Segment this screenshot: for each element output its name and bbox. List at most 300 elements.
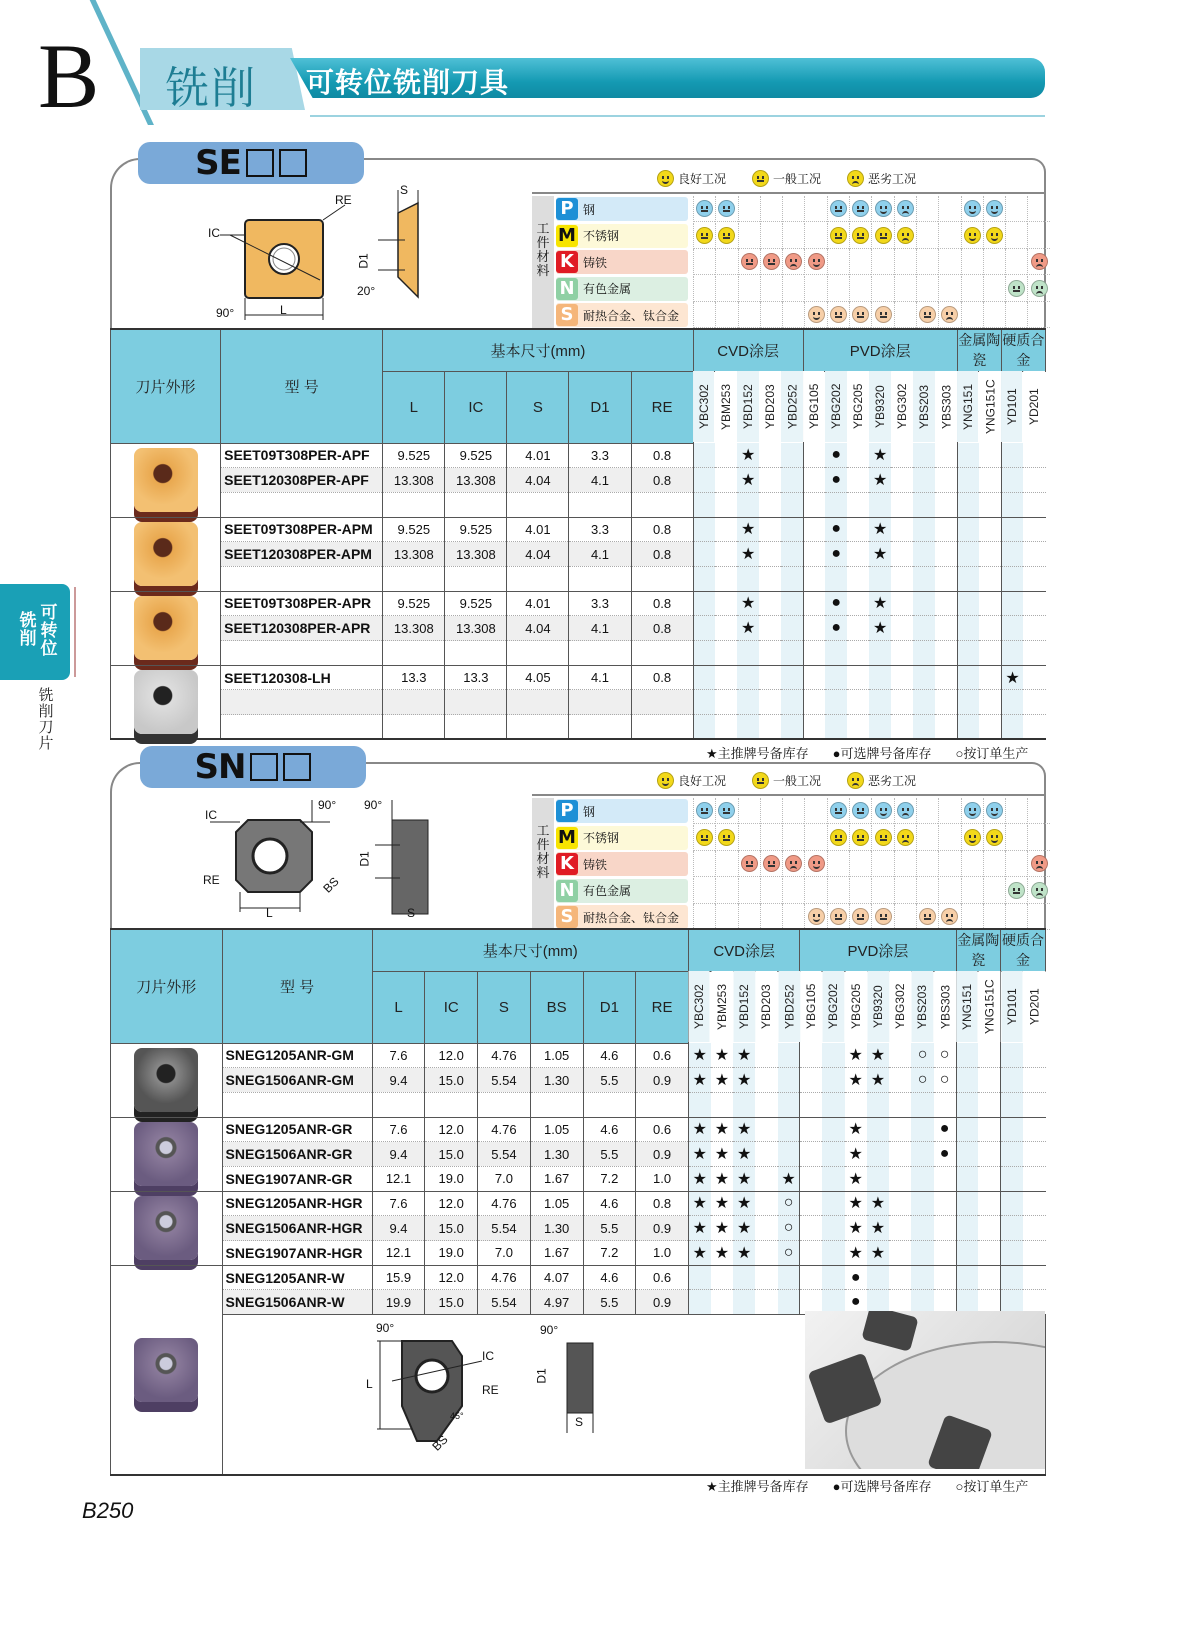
grade-cell bbox=[935, 517, 957, 542]
model-number bbox=[221, 641, 383, 666]
suitability-cell bbox=[715, 223, 737, 249]
table-row bbox=[111, 591, 1046, 616]
header-cvd: CVD涂层 bbox=[693, 329, 803, 371]
normal-face-icon bbox=[718, 829, 735, 846]
grade-yb9320: YB9320 bbox=[869, 371, 891, 443]
suitability-cell bbox=[894, 249, 916, 275]
grade-cell bbox=[1023, 1265, 1046, 1290]
side-tab[interactable] bbox=[0, 584, 70, 680]
grade-cell bbox=[979, 517, 1001, 542]
suitability-cells bbox=[693, 878, 1050, 904]
dim-col-s: S bbox=[507, 371, 569, 443]
dim-value: 4.76 bbox=[478, 1191, 531, 1216]
grade-cell bbox=[759, 443, 781, 468]
star-icon: ★ bbox=[733, 1068, 755, 1093]
grade-cell bbox=[755, 1191, 777, 1216]
star-icon: ★ bbox=[867, 1191, 889, 1216]
grade-cell bbox=[800, 1166, 822, 1191]
sn-bs-label: BS bbox=[320, 874, 342, 896]
grade-cell bbox=[755, 1068, 777, 1093]
placeholder-box bbox=[246, 149, 274, 177]
suitability-cell bbox=[693, 825, 715, 851]
dim-value bbox=[569, 641, 631, 666]
suitability-cell bbox=[849, 798, 871, 824]
dim-value: 0.9 bbox=[636, 1216, 689, 1241]
normal-face-icon bbox=[919, 306, 936, 323]
grade-cell bbox=[825, 641, 847, 666]
suitability-cell bbox=[871, 878, 893, 904]
grade-cell bbox=[1023, 1241, 1046, 1266]
grade-cell bbox=[913, 665, 935, 690]
model-number bbox=[222, 1092, 372, 1117]
grade-cell bbox=[979, 542, 1001, 567]
grade-cell bbox=[891, 715, 913, 740]
insert-image bbox=[111, 517, 221, 591]
dim-value bbox=[636, 1092, 689, 1117]
placeholder-box bbox=[250, 753, 278, 781]
grade-cell bbox=[957, 492, 979, 517]
suitability-cell bbox=[1005, 878, 1027, 904]
grade-cell bbox=[803, 715, 825, 740]
dim-value: 1.67 bbox=[530, 1166, 583, 1191]
suitability-cell bbox=[693, 196, 715, 222]
circle-icon: ○ bbox=[934, 1043, 956, 1068]
star-icon: ★ bbox=[711, 1241, 733, 1266]
dim-value bbox=[383, 715, 445, 740]
suitability-cell bbox=[738, 249, 760, 275]
suitability-cell bbox=[1027, 249, 1049, 275]
star-icon: ★ bbox=[845, 1043, 867, 1068]
model-number: SEET120308PER-APR bbox=[221, 616, 383, 641]
grade-cell bbox=[957, 443, 979, 468]
suitability-cell bbox=[1005, 249, 1027, 275]
grade-cell bbox=[869, 641, 891, 666]
suitability-cell bbox=[693, 223, 715, 249]
grade-cell bbox=[803, 690, 825, 715]
legend-circle: ○按订单生产 bbox=[955, 1479, 1029, 1494]
grade-cell bbox=[867, 1265, 889, 1290]
suitability-cell bbox=[715, 798, 737, 824]
grade-cell bbox=[1023, 443, 1045, 468]
grade-cell bbox=[891, 591, 913, 616]
suitability-cell bbox=[760, 904, 782, 930]
dim-value: 9.4 bbox=[372, 1068, 425, 1093]
suitability-cell bbox=[693, 276, 715, 302]
good-face-icon bbox=[986, 802, 1003, 819]
dim-value: 0.8 bbox=[631, 616, 693, 641]
dim-value: 5.54 bbox=[478, 1142, 531, 1167]
dim-value: 3.3 bbox=[569, 443, 631, 468]
grade-cell bbox=[957, 616, 979, 641]
dim-value: 1.05 bbox=[530, 1117, 583, 1142]
grade-cell bbox=[781, 591, 803, 616]
model-number: SNEG1205ANR-HGR bbox=[222, 1191, 372, 1216]
grade-cell bbox=[913, 566, 935, 591]
dim-value: 5.5 bbox=[583, 1216, 636, 1241]
grade-cell bbox=[1023, 1117, 1046, 1142]
grade-cell bbox=[956, 1191, 978, 1216]
good-face-icon bbox=[808, 306, 825, 323]
star-icon: ★ bbox=[737, 591, 759, 616]
grade-cell bbox=[822, 1117, 844, 1142]
material-row-n bbox=[556, 878, 1046, 904]
star-icon: ★ bbox=[711, 1068, 733, 1093]
dim-value: 5.5 bbox=[583, 1142, 636, 1167]
model-number: SNEG1907ANR-HGR bbox=[222, 1241, 372, 1266]
star-icon: ★ bbox=[711, 1117, 733, 1142]
side-sub-label: 铣削刀片 bbox=[38, 687, 54, 752]
dim-value: 4.01 bbox=[507, 591, 569, 616]
w-s-label: S bbox=[575, 1415, 584, 1429]
header-model: 型 号 bbox=[222, 929, 372, 1043]
grade-cell bbox=[935, 591, 957, 616]
dim-value: 9.4 bbox=[372, 1216, 425, 1241]
dim-value: 4.01 bbox=[507, 517, 569, 542]
dim-value: 4.01 bbox=[507, 443, 569, 468]
suitability-cell bbox=[827, 878, 849, 904]
grade-cell bbox=[847, 542, 869, 567]
grade-cell bbox=[911, 1117, 933, 1142]
dim-value: 0.8 bbox=[631, 443, 693, 468]
iso-badge-s: S bbox=[556, 906, 578, 928]
dim-value: 9.525 bbox=[383, 591, 445, 616]
dim-value: 4.1 bbox=[569, 665, 631, 690]
grade-cell bbox=[800, 1216, 822, 1241]
grade-cell bbox=[803, 591, 825, 616]
grade-cell bbox=[755, 1043, 777, 1068]
grade-cell bbox=[1001, 1043, 1023, 1068]
dot-icon: ● bbox=[845, 1265, 867, 1290]
suitability-cell bbox=[916, 302, 938, 328]
suitability-cell bbox=[894, 798, 916, 824]
suitability-cell bbox=[961, 851, 983, 877]
good-face-icon bbox=[808, 855, 825, 872]
grade-cell bbox=[1023, 591, 1045, 616]
dim-value: 15.9 bbox=[372, 1265, 425, 1290]
dim-value: 4.1 bbox=[569, 542, 631, 567]
suitability-cells bbox=[693, 196, 1050, 222]
dim-col-d1: D1 bbox=[569, 371, 631, 443]
grade-cell bbox=[759, 665, 781, 690]
bad-face-icon bbox=[847, 772, 864, 789]
bad-face-icon bbox=[785, 253, 802, 270]
suitability-cell bbox=[1005, 851, 1027, 877]
suitability-cell bbox=[827, 851, 849, 877]
grade-ybd203: YBD203 bbox=[759, 371, 781, 443]
grade-cell bbox=[755, 1166, 777, 1191]
dim-value: 4.76 bbox=[478, 1117, 531, 1142]
suitability-cell bbox=[804, 302, 826, 328]
grade-cell bbox=[715, 443, 737, 468]
normal-face-icon bbox=[830, 908, 847, 925]
suitability-cell bbox=[827, 196, 849, 222]
star-icon: ★ bbox=[733, 1142, 755, 1167]
grade-cell bbox=[847, 517, 869, 542]
grade-cell bbox=[889, 1241, 911, 1266]
dim-value: 4.1 bbox=[569, 616, 631, 641]
dim-col-re: RE bbox=[631, 371, 693, 443]
grade-cell bbox=[934, 1216, 956, 1241]
star-icon: ★ bbox=[733, 1191, 755, 1216]
grade-cell bbox=[759, 517, 781, 542]
sn-family-pill bbox=[140, 746, 366, 788]
star-icon: ★ bbox=[688, 1166, 710, 1191]
w-l-label: L bbox=[366, 1377, 373, 1391]
material-name bbox=[556, 799, 688, 823]
grade-cell bbox=[1001, 1241, 1023, 1266]
model-number: SNEG1506ANR-HGR bbox=[222, 1216, 372, 1241]
dim-value: 13.308 bbox=[445, 542, 507, 567]
suitability-cell bbox=[782, 276, 804, 302]
grade-cell bbox=[781, 616, 803, 641]
bad-face-icon bbox=[1031, 855, 1048, 872]
insert-image bbox=[111, 1117, 223, 1191]
star-icon: ★ bbox=[733, 1117, 755, 1142]
grade-cell bbox=[755, 1265, 777, 1290]
sn-ic-label: IC bbox=[205, 808, 217, 822]
grade-cell bbox=[693, 492, 715, 517]
normal-face-icon bbox=[875, 829, 892, 846]
material-name bbox=[556, 303, 688, 327]
suitability-cell bbox=[782, 851, 804, 877]
grade-cell bbox=[737, 492, 759, 517]
suitability-cell bbox=[849, 851, 871, 877]
dim-value: 9.4 bbox=[372, 1142, 425, 1167]
table-row bbox=[111, 1191, 1046, 1216]
dim-value: 15.0 bbox=[425, 1142, 478, 1167]
circle-icon: ○ bbox=[778, 1216, 800, 1241]
suitability-cell bbox=[1027, 276, 1049, 302]
star-icon: ★ bbox=[869, 443, 891, 468]
grade-cell bbox=[778, 1043, 800, 1068]
grade-cell bbox=[711, 1092, 733, 1117]
material-row-s bbox=[556, 904, 1046, 930]
grade-cell bbox=[688, 1092, 710, 1117]
suitability-cell bbox=[715, 196, 737, 222]
dim-value bbox=[507, 715, 569, 740]
dim-value: 13.3 bbox=[383, 665, 445, 690]
suitability-cell bbox=[804, 798, 826, 824]
table-row bbox=[111, 566, 1046, 591]
dim-value bbox=[372, 1092, 425, 1117]
dim-value bbox=[425, 1092, 478, 1117]
grade-cell bbox=[733, 1265, 755, 1290]
se-angle-90: 90° bbox=[216, 306, 235, 320]
star-icon: ★ bbox=[711, 1043, 733, 1068]
material-row-n bbox=[556, 276, 1046, 302]
suitability-cell bbox=[916, 223, 938, 249]
grade-cell bbox=[822, 1191, 844, 1216]
grade-ybc302: YBC302 bbox=[693, 371, 715, 443]
grade-cell bbox=[979, 665, 1001, 690]
dim-value: 4.1 bbox=[569, 468, 631, 493]
normal-face-icon bbox=[852, 829, 869, 846]
dim-value: 0.8 bbox=[636, 1191, 689, 1216]
suitability-cell bbox=[827, 249, 849, 275]
table-row bbox=[111, 1068, 1046, 1093]
sn-angle-90-a: 90° bbox=[318, 798, 337, 812]
dim-value: 7.0 bbox=[478, 1241, 531, 1266]
suitability-cell bbox=[871, 904, 893, 930]
suitability-cell bbox=[916, 851, 938, 877]
grade-cell bbox=[693, 542, 715, 567]
suitability-cell bbox=[804, 223, 826, 249]
grade-cell bbox=[693, 591, 715, 616]
star-icon: ★ bbox=[737, 468, 759, 493]
suitability-cell bbox=[782, 878, 804, 904]
grade-cell bbox=[847, 665, 869, 690]
suitability-cell bbox=[961, 276, 983, 302]
normal-face-icon bbox=[752, 772, 769, 789]
grade-cell bbox=[800, 1191, 822, 1216]
suitability-cell bbox=[1005, 825, 1027, 851]
page-number: B250 bbox=[82, 1498, 134, 1523]
suitability-cell bbox=[1005, 196, 1027, 222]
table-row bbox=[111, 1092, 1046, 1117]
header-model: 型 号 bbox=[221, 329, 383, 443]
grade-cell bbox=[891, 542, 913, 567]
suitability-cells bbox=[693, 851, 1050, 877]
normal-face-icon bbox=[696, 802, 713, 819]
grade-cell bbox=[978, 1191, 1000, 1216]
dim-value: 13.308 bbox=[383, 468, 445, 493]
grade-cell bbox=[800, 1092, 822, 1117]
grade-cell bbox=[891, 492, 913, 517]
bad-face-icon bbox=[1031, 280, 1048, 297]
dot-icon: ● bbox=[845, 1290, 867, 1315]
normal-face-icon bbox=[1008, 280, 1025, 297]
table-row bbox=[111, 468, 1046, 493]
grade-cell bbox=[979, 443, 1001, 468]
material-label: 有色金属 bbox=[583, 884, 632, 898]
sn-re-label: RE bbox=[203, 873, 220, 887]
w-bs-label: BS bbox=[429, 1432, 451, 1454]
dim-value: 7.2 bbox=[583, 1166, 636, 1191]
model-number bbox=[221, 690, 383, 715]
star-icon: ★ bbox=[869, 591, 891, 616]
dim-value: 0.6 bbox=[636, 1043, 689, 1068]
grade-cell bbox=[759, 468, 781, 493]
dim-value: 7.6 bbox=[372, 1191, 425, 1216]
header-dims: 基本尺寸(mm) bbox=[383, 329, 693, 371]
dim-value: 12.0 bbox=[425, 1043, 478, 1068]
dim-value: 5.54 bbox=[478, 1290, 531, 1315]
star-icon: ★ bbox=[845, 1117, 867, 1142]
grade-cell bbox=[913, 591, 935, 616]
good-face-icon bbox=[986, 227, 1003, 244]
grade-cell bbox=[979, 591, 1001, 616]
chapter-letter: B bbox=[38, 25, 100, 127]
dim-value bbox=[569, 715, 631, 740]
star-icon: ★ bbox=[688, 1068, 710, 1093]
model-number bbox=[221, 492, 383, 517]
grade-cell bbox=[935, 542, 957, 567]
bad-face-icon bbox=[897, 829, 914, 846]
dim-value: 13.3 bbox=[445, 665, 507, 690]
grade-cell bbox=[1023, 468, 1045, 493]
grade-cell bbox=[1001, 566, 1023, 591]
grade-cell bbox=[822, 1092, 844, 1117]
grade-cell bbox=[715, 517, 737, 542]
w-angle-90-a: 90° bbox=[376, 1321, 395, 1335]
suitability-cell bbox=[782, 196, 804, 222]
grade-ybm253: YBM253 bbox=[711, 971, 733, 1043]
grade-cell bbox=[935, 616, 957, 641]
dim-value: 3.3 bbox=[569, 591, 631, 616]
material-label: 铸铁 bbox=[583, 255, 608, 270]
grade-cell bbox=[693, 715, 715, 740]
suitability-cell bbox=[916, 249, 938, 275]
dim-value: 1.30 bbox=[530, 1068, 583, 1093]
grade-cell bbox=[781, 468, 803, 493]
grade-cell bbox=[759, 641, 781, 666]
normal-face-icon bbox=[852, 200, 869, 217]
suitability-cell bbox=[894, 223, 916, 249]
insert-image bbox=[111, 591, 221, 665]
grade-cell bbox=[891, 468, 913, 493]
grade-cell bbox=[978, 1265, 1000, 1290]
grade-cell bbox=[867, 1092, 889, 1117]
grade-ybc302: YBC302 bbox=[688, 971, 710, 1043]
dim-value: 7.6 bbox=[372, 1043, 425, 1068]
suitability-cell bbox=[983, 904, 1005, 930]
iso-badge-p: P bbox=[556, 198, 578, 220]
good-face-icon bbox=[808, 253, 825, 270]
grade-cell bbox=[847, 591, 869, 616]
grade-ybd203: YBD203 bbox=[755, 971, 777, 1043]
good-face-icon bbox=[986, 829, 1003, 846]
table-row bbox=[111, 517, 1046, 542]
grade-cell bbox=[715, 616, 737, 641]
grade-cell bbox=[737, 566, 759, 591]
insert-image bbox=[111, 1191, 223, 1265]
suitability-cell bbox=[760, 276, 782, 302]
star-icon: ★ bbox=[737, 616, 759, 641]
grade-cell bbox=[913, 616, 935, 641]
grade-cell bbox=[693, 665, 715, 690]
material-vertical-label: 工件材料 bbox=[532, 196, 554, 328]
suitability-cell bbox=[916, 825, 938, 851]
grade-cell bbox=[956, 1241, 978, 1266]
suitability-cell bbox=[782, 825, 804, 851]
grade-cell bbox=[935, 665, 957, 690]
good-face-icon bbox=[657, 170, 674, 187]
bad-face-icon bbox=[897, 802, 914, 819]
grade-ybg202: YBG202 bbox=[822, 971, 844, 1043]
grade-cell bbox=[803, 641, 825, 666]
sneg-w-diagram bbox=[222, 1311, 804, 1469]
se-family-pill bbox=[138, 142, 364, 184]
sn-l-label: L bbox=[266, 906, 273, 920]
suitability-cell bbox=[715, 825, 737, 851]
grade-cell bbox=[759, 492, 781, 517]
star-icon: ★ bbox=[869, 468, 891, 493]
grade-cell bbox=[825, 566, 847, 591]
grade-cell bbox=[755, 1216, 777, 1241]
dim-value: 0.6 bbox=[636, 1265, 689, 1290]
dim-value: 1.0 bbox=[636, 1241, 689, 1266]
normal-face-icon bbox=[919, 908, 936, 925]
placeholder-box bbox=[283, 753, 311, 781]
suitability-cell bbox=[983, 798, 1005, 824]
grade-cell bbox=[891, 517, 913, 542]
suitability-cell bbox=[760, 798, 782, 824]
dim-value bbox=[383, 566, 445, 591]
header-underline bbox=[310, 115, 1045, 117]
grade-cell bbox=[913, 492, 935, 517]
dim-value: 1.30 bbox=[530, 1142, 583, 1167]
dim-value: 0.8 bbox=[631, 468, 693, 493]
